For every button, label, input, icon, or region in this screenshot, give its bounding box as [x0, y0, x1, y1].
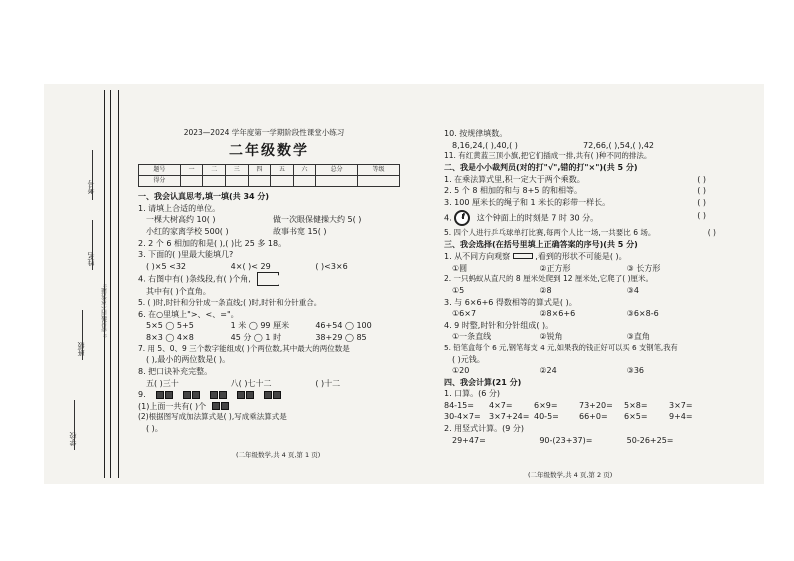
judge-answer-blank[interactable]: ( ) — [707, 228, 716, 238]
oral-calc-item: 6×9= — [534, 400, 558, 410]
score-input-cell[interactable] — [248, 176, 271, 187]
column-calc-item: 50-26+25= — [626, 435, 674, 445]
oral-calc-item: 9+4= — [669, 412, 693, 422]
judge-4-text: 这个钟面上的时刻是 7 时 30 分。 — [476, 213, 599, 223]
choice-5-line-1: 5. 铅笔盒每个 6 元,钢笔每支 4 元,如果我的钱正好可以买 6 支钢笔,我有 — [444, 342, 678, 352]
question-1d: 故事书宽 15( ) — [273, 226, 327, 236]
choice-4-options — [444, 331, 714, 343]
name-field[interactable] — [92, 220, 93, 270]
calc-1-row-1 — [444, 400, 714, 412]
right-page-footer: (二年级数学,共 4 页,第 2 页) — [528, 471, 613, 479]
calc-1: 1. 口算。(6 分) — [444, 389, 501, 399]
choice-5-line-2: ( )元钱。 — [452, 354, 485, 364]
oral-calc-item: 84-15= — [444, 400, 474, 410]
choice-5-options — [444, 365, 714, 377]
oral-calc-item: 4×7= — [489, 400, 513, 410]
cube-groups-figure — [156, 391, 281, 399]
judge-answer-blank[interactable]: ( ) — [697, 197, 706, 207]
judge-1 — [444, 174, 714, 186]
choice-1-text: 1. 从不同方向观察 — [444, 251, 511, 261]
question-3c: ( )<3×6 — [315, 261, 348, 271]
option: ①20 — [452, 366, 470, 376]
compare-item: 45 分 ◯ 1 时 — [230, 332, 282, 342]
option: ③36 — [626, 366, 645, 376]
sequence-a: 8,16,24,( ),40,( ) — [452, 140, 518, 150]
score-cell: 二 — [203, 165, 226, 176]
question-3: 3. 下面的( )里最大能填几? — [138, 250, 234, 260]
binding-line — [110, 90, 111, 478]
question-10: 10. 按规律填数。 — [444, 129, 508, 138]
calc-2-row — [444, 435, 714, 447]
score-cell: 等级 — [358, 165, 400, 176]
question-1a: 一棵大树高约 10( ) — [146, 215, 216, 225]
compare-item: 46+54 ◯ 100 — [315, 321, 372, 331]
score-cell: 五 — [271, 165, 294, 176]
question-2: 2. 2 个 6 相加的和是( ),( )比 25 多 18。 — [138, 238, 287, 248]
multiplication-rhyme: 八( )七十二 — [230, 378, 272, 388]
cube-group — [183, 391, 200, 399]
question-1c: 小红的家离学校 500( ) — [146, 226, 229, 236]
question-9-number: 9. — [138, 390, 146, 400]
oral-calc-item: 66+0= — [579, 412, 608, 422]
judge-2-text: 2. 5 个 8 相加的和与 8+5 的和相等。 — [444, 186, 582, 196]
question-6-row-1 — [138, 320, 400, 332]
question-4-line-1: 4. 右图中有( )条线段,有( )个角, — [138, 274, 251, 284]
question-10-row — [444, 140, 714, 152]
cube-icon — [212, 402, 229, 410]
judge-3 — [444, 197, 714, 209]
choice-2: 2. 一只蚂蚁从直尺的 8 厘米处爬到 12 厘米处,它爬了( )厘米。 — [444, 274, 654, 284]
cube-group — [237, 391, 254, 399]
page-title: 二年级数学 — [229, 142, 309, 159]
school-field[interactable] — [74, 400, 75, 450]
judge-3-text: 3. 100 厘米长的绳子和 1 米长的彩带一样长。 — [444, 197, 611, 207]
score-input-cell[interactable] — [358, 176, 400, 187]
compare-item: 1 米 ◯ 99 厘米 — [230, 321, 290, 331]
multiplication-rhyme: ( )十二 — [315, 378, 341, 388]
judge-5 — [444, 228, 714, 239]
question-9-1-text: (1)上面一共有( )个 — [138, 401, 207, 411]
school-label: 学校 — [69, 432, 77, 446]
score-input-cell[interactable] — [180, 176, 203, 187]
multiplication-rhyme: 五( )三十 — [146, 378, 179, 388]
section-2-heading: 二、我是小小裁判员(对的打"√",错的打"×")(共 5 分) — [444, 163, 638, 173]
clock-icon — [454, 210, 470, 226]
judge-4: 4. 这个钟面上的时刻是 7 时 30 分。 ( ) — [444, 210, 714, 226]
option: ②24 — [539, 366, 557, 376]
right-page — [444, 128, 714, 446]
score-cell: 一 — [180, 165, 203, 176]
column-calc-item: 90-(23+37)= — [539, 435, 593, 445]
score-cell: 题号 — [139, 165, 181, 176]
option: ③6×8-6 — [626, 309, 659, 319]
choice-2-options — [444, 285, 714, 297]
score-table — [138, 164, 400, 187]
choice-3-options — [444, 308, 714, 320]
choice-1 — [444, 251, 714, 263]
left-page-footer: (二年级数学,共 4 页,第 1 页) — [236, 451, 321, 459]
question-4-line-2: 其中有( )个直角。 — [146, 287, 211, 297]
judge-5-text: 5. 四个人进行乒乓球单打比赛,每两个人比一场,一共要比 6 场。 — [444, 228, 656, 238]
question-9-2-end: ( )。 — [146, 424, 163, 434]
question-1-row-b — [138, 226, 400, 238]
score-cell: 三 — [225, 165, 248, 176]
option: ②正方形 — [539, 263, 571, 273]
question-9-2: (2)根据图写成加法算式是( ),写成乘法算式是 — [138, 412, 287, 422]
judge-1-text: 1. 在乘法算式里,积一定大于两个乘数。 — [444, 174, 585, 184]
cuboid-icon — [513, 253, 533, 259]
seal-note: ☆密封线内不要答题☆ — [102, 282, 108, 338]
flag-shape-figure — [257, 272, 279, 286]
question-5: 5. ( )时,时针和分针成一条直线;( )时,时针和分针重合。 — [138, 297, 322, 307]
score-input-cell[interactable] — [225, 176, 248, 187]
cube-group — [264, 391, 281, 399]
calc-1-row-2 — [444, 411, 714, 423]
oral-calc-item: 40-5= — [534, 412, 559, 422]
choice-1-options — [444, 263, 714, 275]
score-cell: 四 — [248, 165, 271, 176]
left-page — [138, 128, 400, 435]
option: ③4 — [626, 285, 639, 295]
score-cell: 总分 — [316, 165, 358, 176]
name-label: 姓名 — [87, 252, 95, 266]
section-3-heading: 三、我会选择(在括号里填上正确答案的序号)(共 5 分) — [444, 240, 638, 250]
option: ①一条直线 — [452, 332, 492, 342]
oral-calc-item: 3×7+24= — [489, 412, 530, 422]
exam-no-field[interactable] — [92, 150, 93, 200]
exam-subtitle: 2023—2024 学年度第一学期阶段性课堂小练习 — [183, 128, 345, 137]
score-input-cell[interactable] — [316, 176, 358, 187]
cube-group — [210, 391, 227, 399]
class-label: 班级 — [77, 342, 85, 356]
score-table-score-row — [139, 176, 400, 187]
question-3b: 4×( )< 29 — [230, 261, 271, 271]
compare-item: 5×5 ◯ 5+5 — [146, 321, 194, 331]
question-3-row — [138, 261, 400, 273]
option: ②锐角 — [539, 332, 563, 342]
question-1b: 做一次眼保健操大约 5( ) — [273, 215, 362, 225]
choice-3: 3. 与 6×6+6 得数相等的算式是( )。 — [444, 297, 577, 307]
binding-strip — [44, 84, 134, 484]
class-field[interactable] — [82, 310, 83, 360]
score-table-header-row — [139, 165, 400, 176]
question-7-line-1: 7. 用 5、0、9 三个数字能组成( )个两位数,其中最大的两位数是 — [138, 343, 350, 353]
judge-answer-blank[interactable]: ( ) — [697, 174, 706, 184]
oral-calc-item: 30-4×7= — [444, 412, 481, 422]
oral-calc-item: 5×8= — [624, 400, 648, 410]
compare-item: 38+29 ◯ 85 — [315, 332, 367, 342]
oral-calc-item: 3×7= — [669, 400, 693, 410]
score-cell: 得分 — [139, 176, 181, 187]
judge-answer-blank[interactable]: ( ) — [697, 211, 706, 221]
compare-item: 8×3 ◯ 4×8 — [146, 332, 194, 342]
question-4 — [138, 272, 400, 286]
question-11: 11. 有红黄蓝三顶小旗,把它们插成一排,共有( )种不同的排法。 — [444, 151, 652, 161]
section-4-heading: 四、我会计算(21 分) — [444, 377, 522, 387]
option: ①圆 — [452, 263, 468, 273]
question-8-row — [138, 378, 400, 390]
question-6: 6. 在○里填上">、<、="。 — [138, 309, 239, 319]
sequence-b: 72,66,( ),54,( ),42 — [583, 140, 655, 150]
question-1-row-a — [138, 214, 400, 226]
calc-2: 2. 用竖式计算。(9 分) — [444, 424, 525, 434]
question-9-1 — [138, 401, 400, 413]
question-6-row-2 — [138, 332, 400, 344]
choice-1-text-end: ,看到的形状不可能是( )。 — [535, 251, 627, 261]
judge-answer-blank[interactable]: ( ) — [697, 186, 706, 196]
column-calc-item: 29+47= — [452, 435, 486, 445]
oral-calc-item: 6×5= — [624, 412, 648, 422]
question-9 — [138, 389, 400, 401]
question-3a: ( )×5 <32 — [146, 261, 187, 271]
score-cell: 六 — [293, 165, 316, 176]
score-input-cell[interactable] — [203, 176, 226, 187]
exam-no-label: 考号 — [87, 180, 95, 194]
judge-2 — [444, 185, 714, 197]
score-input-cell[interactable] — [293, 176, 316, 187]
choice-4: 4. 9 时整,时针和分针组成( )。 — [444, 320, 554, 330]
option: ③直角 — [626, 332, 650, 342]
option: ①5 — [452, 285, 465, 295]
oral-calc-item: 73+20= — [579, 400, 613, 410]
option: ①6×7 — [452, 309, 477, 319]
question-7-line-2: ( ),最小的两位数是( )。 — [146, 355, 231, 365]
section-1-heading: 一、我会认真思考,填一填(共 34 分) — [138, 192, 270, 202]
option: ②8 — [539, 285, 552, 295]
question-1: 1. 请填上合适的单位。 — [138, 203, 221, 213]
question-8: 8. 把口诀补充完整。 — [138, 367, 213, 377]
score-input-cell[interactable] — [271, 176, 294, 187]
option: ②8×6+6 — [539, 309, 576, 319]
cube-group — [156, 391, 173, 399]
option: ③ 长方形 — [626, 263, 661, 273]
binding-line — [118, 90, 119, 478]
